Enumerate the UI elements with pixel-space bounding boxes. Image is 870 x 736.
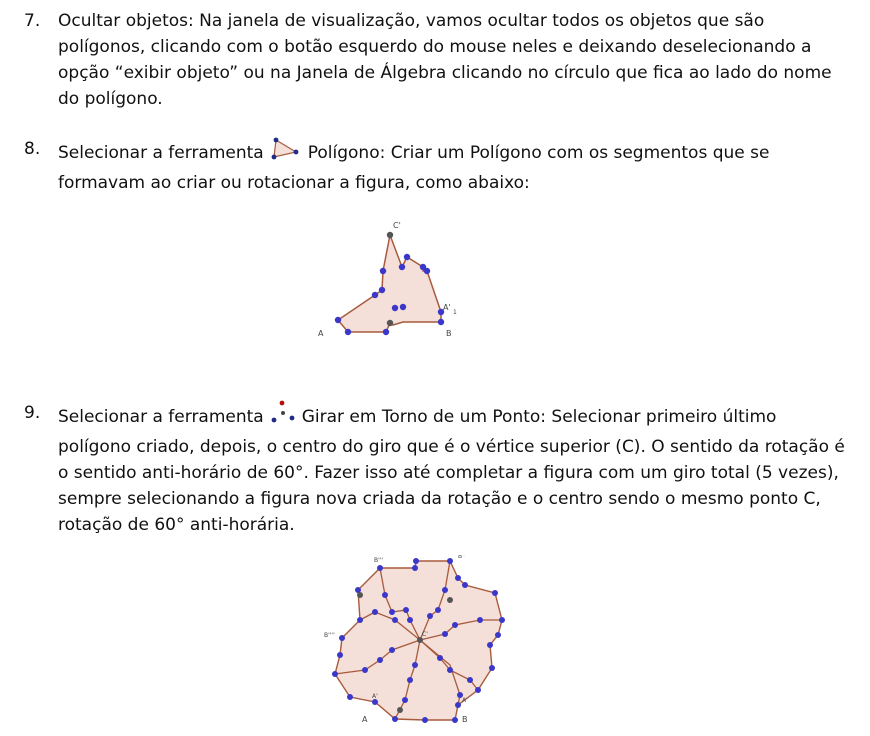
label-a-prime-right: A' [462,697,468,704]
label-b-double-prime: B'' [458,555,466,560]
label-a-prime-left: A' [372,693,378,700]
label-b: B [462,715,468,724]
polygon-tool-icon [270,136,302,170]
label-b: B [446,329,452,338]
label-a: A [362,715,368,724]
text-after-icon: Girar em Torno de um Ponto: Selecionar primeiro último polígono criado, depois, o centro do giro que é o vértice superior (C). O sentido da rotação é o sentido anti-horário de 60°. Fazer isso até completar a figura com um giro total (5 vezes), sempre selecionando a figura nova criada da rotação e o centro sendo o mesmo ponto C, rotação de 60° anti-horária. [58,407,845,535]
label-a-prime: A' [443,303,451,312]
label-b-triple-prime: B''' [374,557,384,564]
list-item-7 [24,8,852,118]
list-number: 8. [24,139,41,159]
text-before-icon: Selecionar a ferramenta [58,143,264,163]
rotation-figure [320,555,520,725]
paragraph-text: Ocultar objetos: Na janela de visualização, vamos ocultar todos os objetos que são polígonos, clicando com o botão esquerdo do mouse neles e deixando deselecionando a opção “exibir objeto” ou na Janela de Álgebra clicando no círculo que fica ao lado do nome do polígono. [58,11,832,109]
label-a-prime-subscript: 1 [453,309,457,316]
polygon-figure [310,215,480,345]
label-a: A [318,329,324,338]
list-number: 9. [24,403,41,423]
label-c-prime: C' [393,221,401,230]
text-after-icon: Polígono: Criar um Polígono com os segmentos que se formavam ao criar ou rotacionar a figura, como abaixo: [58,143,770,193]
text-before-icon: Selecionar a ferramenta [58,407,264,427]
list-item-8 [24,136,852,196]
paragraph-text [58,136,852,196]
label-c-prime: C' [422,631,428,638]
paragraph-text [58,400,852,538]
list-item-9 [24,400,852,545]
list-number: 7. [24,11,41,31]
label-b-quad-prime: B'''' [324,632,335,639]
rotate-around-point-tool-icon [270,400,296,434]
